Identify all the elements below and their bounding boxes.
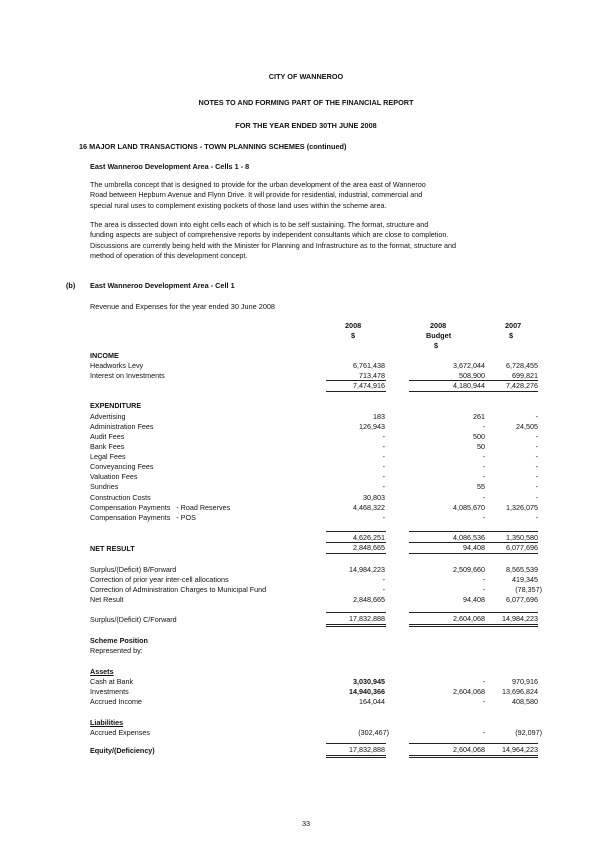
table-row-label: Legal Fees (90, 452, 126, 461)
table-cell: 3,672,044 (453, 361, 485, 370)
col2-year: 2008 (430, 321, 447, 330)
table-cell: - (382, 462, 385, 471)
table-cell: 500 (473, 432, 485, 441)
table-cell: - (535, 472, 538, 481)
rule (478, 755, 538, 756)
table-cell: - (482, 728, 485, 737)
expenditure-heading: EXPENDITURE (90, 401, 142, 410)
equity-label: Equity/(Deficiency) (90, 746, 155, 755)
table-row-label: Investments (90, 687, 129, 696)
rule (326, 743, 386, 744)
rule (409, 531, 485, 532)
table-row-label: Headworks Levy (90, 361, 144, 370)
table-cell: 14,984,223 (349, 565, 385, 574)
report-title: NOTES TO AND FORMING PART OF THE FINANCIAL REPORT (198, 98, 414, 107)
rule (478, 624, 538, 625)
table-cell: 13,696,824 (502, 687, 538, 696)
rule (409, 626, 485, 627)
paragraph-cells: The area is dissected down into eight cells each of which is to be self sustaining. The format, structure and funding aspects are subject of comprehensive reports by independent consultants which are close to completion. Discussions are currently being held with the Minister for Planning and Infrastructure as to the format, structure and method of operation of this development concept. (90, 220, 456, 261)
table-cell: - (382, 585, 385, 594)
col2-label: Budget (426, 331, 452, 340)
table-cell: - (482, 493, 485, 502)
table-row-label: Interest on Investments (90, 371, 165, 380)
table-cell: (302,467) (358, 728, 389, 737)
table-cell: - (482, 462, 485, 471)
table-cell: 4,468,322 (353, 503, 385, 512)
rule (478, 626, 538, 627)
rule (326, 391, 386, 392)
table-cell: - (382, 472, 385, 481)
table-cell: - (535, 412, 538, 421)
table-row-label: Correction of Administration Charges to Municipal Fund (90, 585, 267, 594)
table-cell: 3,030,945 (353, 677, 385, 686)
table-cell: 713,478 (359, 371, 385, 380)
rule (478, 743, 538, 744)
table-cell: 408,580 (512, 697, 538, 706)
equity-value: 17,832,888 (349, 745, 385, 754)
paragraph-umbrella-concept: The umbrella concept that is designed to provide for the urban development of the area east of Wanneroo Road between Hepburn Avenue and Flynn Drive. It will provide for residential, industrial, commercial and special rural uses to complement existing pockets of those land uses within the scheme area. (90, 180, 426, 210)
table-cell: - (482, 513, 485, 522)
table-cell: 30,803 (363, 493, 385, 502)
table-cell: 8,565,539 (506, 565, 538, 574)
table-cell: 261 (473, 412, 485, 421)
table-cell: 4,085,670 (453, 503, 485, 512)
table-cell: - (535, 513, 538, 522)
table-row-label: Administration Fees (90, 422, 154, 431)
rule (326, 553, 386, 554)
surplus-cf-label: Surplus/(Deficit) C/Forward (90, 615, 177, 624)
col1-year: 2008 (345, 321, 362, 330)
col3-year: 2007 (505, 321, 522, 330)
table-cell: - (535, 452, 538, 461)
part-marker: (b) (66, 281, 76, 290)
table-cell: 2,509,660 (453, 565, 485, 574)
expenditure-total: 4,086,536 (453, 533, 485, 542)
part-intro: Revenue and Expenses for the year ended 30 June 2008 (90, 302, 275, 311)
table-cell: 14,940,366 (349, 687, 385, 696)
net-result-label: NET RESULT (90, 544, 135, 553)
table-row-label: Bank Fees (90, 442, 125, 451)
rule (409, 757, 485, 758)
table-cell: 6,728,455 (506, 361, 538, 370)
table-cell: (92,097) (515, 728, 542, 737)
table-cell: 6,077,696 (506, 595, 538, 604)
liabilities-heading: Liabilities (90, 718, 124, 727)
net-result-value: 2,848,665 (353, 543, 385, 552)
table-row-label: Compensation Payments - Road Reserves (90, 503, 231, 512)
part-title: East Wanneroo Development Area - Cell 1 (90, 281, 235, 290)
table-cell: 126,943 (359, 422, 385, 431)
table-cell: 699,821 (512, 371, 538, 380)
surplus-cf-value: 17,832,888 (349, 614, 385, 623)
table-cell: 419,345 (512, 575, 538, 584)
rule (478, 612, 538, 613)
rule (326, 757, 386, 758)
table-cell: - (382, 575, 385, 584)
table-cell: - (482, 452, 485, 461)
rule (478, 757, 538, 758)
net-result-value: 94,408 (463, 543, 485, 552)
rule (326, 612, 386, 613)
table-cell: 2,848,665 (353, 595, 385, 604)
table-cell: 970,916 (512, 677, 538, 686)
rule (478, 391, 538, 392)
page-number: 33 (301, 819, 311, 828)
income-heading: INCOME (90, 351, 119, 360)
table-cell: 183 (373, 412, 385, 421)
assets-heading: Assets (90, 667, 114, 676)
col2-unit: $ (434, 341, 439, 350)
table-cell: - (535, 432, 538, 441)
table-cell: - (382, 432, 385, 441)
report-entity-title: CITY OF WANNEROO (268, 72, 344, 81)
rule (409, 612, 485, 613)
table-cell: - (482, 575, 485, 584)
table-cell: - (482, 422, 485, 431)
table-cell: - (535, 462, 538, 471)
table-row-label: Conveyancing Fees (90, 462, 154, 471)
table-row-label: Compensation Payments - POS (90, 513, 196, 522)
income-total: 7,428,276 (506, 381, 538, 390)
table-row-label: Cash at Bank (90, 677, 134, 686)
equity-value: 14,964,223 (502, 745, 538, 754)
net-result-value: 6,077,696 (506, 543, 538, 552)
surplus-cf-value: 2,604,068 (453, 614, 485, 623)
table-cell: 1,326,075 (506, 503, 538, 512)
table-cell: - (382, 482, 385, 491)
table-cell: 164,044 (359, 697, 385, 706)
section-subtitle: East Wanneroo Development Area - Cells 1 - 8 (90, 162, 250, 171)
table-cell: - (482, 677, 485, 686)
report-period: FOR THE YEAR ENDED 30TH JUNE 2008 (235, 121, 377, 130)
rule (478, 531, 538, 532)
rule (326, 624, 386, 625)
income-total: 4,180,944 (453, 381, 485, 390)
rule (409, 624, 485, 625)
table-cell: 94,408 (463, 595, 485, 604)
col1-unit: $ (351, 331, 356, 340)
table-cell: - (382, 442, 385, 451)
col3-unit: $ (509, 331, 514, 340)
table-cell: 24,505 (516, 422, 538, 431)
rule (326, 531, 386, 532)
table-cell: - (535, 482, 538, 491)
scheme-position-heading: Scheme Position (90, 636, 148, 645)
table-cell: 6,761,438 (353, 361, 385, 370)
expenditure-total: 4,626,251 (353, 533, 385, 542)
table-cell: - (482, 585, 485, 594)
table-row-label: Accrued Expenses (90, 728, 150, 737)
table-cell: 2,604,068 (453, 687, 485, 696)
table-cell: (78,357) (515, 585, 542, 594)
section-title: 16 MAJOR LAND TRANSACTIONS - TOWN PLANNING SCHEMES (continued) (79, 142, 347, 151)
table-row-label: Sundries (90, 482, 119, 491)
table-cell: 55 (477, 482, 485, 491)
rule (409, 743, 485, 744)
equity-value: 2,604,068 (453, 745, 485, 754)
table-cell: - (482, 472, 485, 481)
table-cell: - (535, 442, 538, 451)
table-row-label: Surplus/(Deficit) B/Forward (90, 565, 177, 574)
rule (409, 755, 485, 756)
table-cell: - (535, 493, 538, 502)
table-cell: - (382, 452, 385, 461)
table-row-label: Valuation Fees (90, 472, 138, 481)
table-row-label: Construction Costs (90, 493, 151, 502)
table-row-label: Audit Fees (90, 432, 125, 441)
table-cell: 50 (477, 442, 485, 451)
table-cell: - (382, 513, 385, 522)
table-row-label: Correction of prior year inter-cell allocations (90, 575, 229, 584)
expenditure-total: 1,350,580 (506, 533, 538, 542)
income-total: 7,474,916 (353, 381, 385, 390)
rule (409, 391, 485, 392)
rule (409, 553, 485, 554)
rule (326, 626, 386, 627)
table-row-label: Net Result (90, 595, 124, 604)
represented-by: Represented by: (90, 646, 143, 655)
surplus-cf-value: 14,984,223 (502, 614, 538, 623)
table-cell: - (482, 697, 485, 706)
table-row-label: Accrued Income (90, 697, 142, 706)
table-row-label: Advertising (90, 412, 126, 421)
rule (478, 553, 538, 554)
table-cell: 508,900 (459, 371, 485, 380)
rule (326, 755, 386, 756)
